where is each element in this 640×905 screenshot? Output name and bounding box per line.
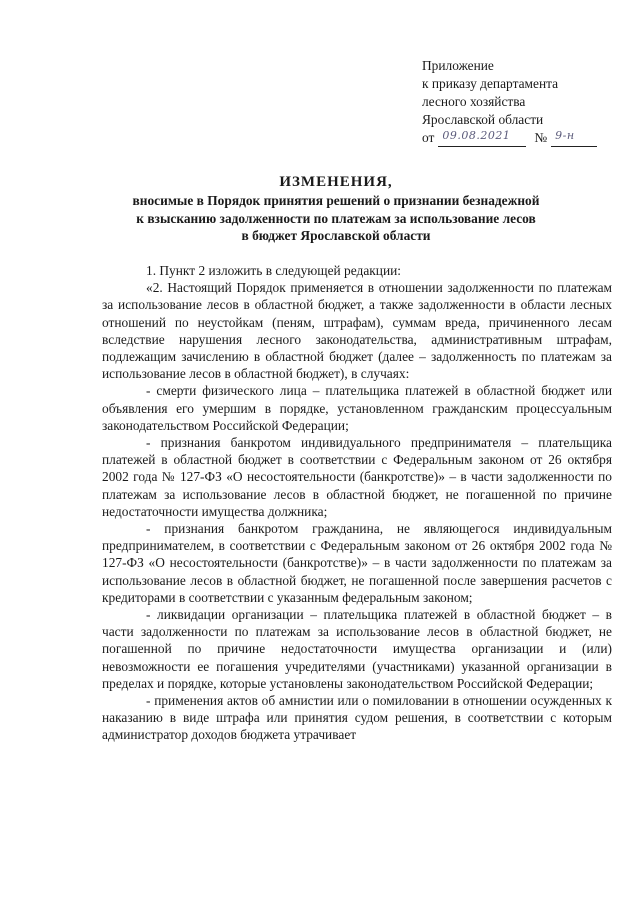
handwritten-date: 09.08.2021 (442, 129, 511, 142)
title-line-2: к взысканию задолженности по платежам за использование лесов (136, 210, 536, 226)
appendix-line-3: лесного хозяйства (422, 94, 526, 109)
from-label: от (422, 130, 435, 145)
number-field (551, 130, 597, 147)
list-item-entrepreneur-bankruptcy: - признания банкротом индивидуального предпринимателя – плательщика платежей в областной бюджет в соответствии с Федеральным законом от 26 октября 2002 года № 127-ФЗ «О несостоятельности (банкротстве)» – в части задолженности по платежам за использование лесов в областной бюджет, не погашенной по причине недостаточности имущества должника; (102, 435, 612, 519)
paragraph-1: 1. Пункт 2 изложить в следующей редакции: (146, 263, 402, 278)
paragraph-2: «2. Настоящий Порядок применяется в отношении задолженности по платежам за использование лесов в областной бюджет, а также задолженности в области лесных отношений по неустойкам (пеням, штрафам), суммам вреда, причиненного лесам вследствие нарушения лесного законодательства, административным штрафам, подлежащим зачислению в областной бюджет (далее – задолженность по платежам за использование лесов в областной бюджет), в случаях: (102, 280, 612, 382)
document-body (102, 262, 612, 744)
list-item-amnesty: - применения актов об амнистии или о помиловании в отношении осужденных к наказанию в виде штрафа или принятия судом решения, в соответствии с которым администратор доходов бюджета утрачивает (102, 693, 612, 743)
list-item-liquidation: - ликвидации организации – плательщика платежей в областной бюджет – в части задолженности по платежам за использование лесов в областной бюджет, не погашенной по причине недостаточности имущества организации и (или) невозможности ее погашения учредителями (участниками) указанной организации в пределах и порядке, которые установлены законодательством Российской Федерации; (102, 607, 612, 691)
title-line-3: в бюджет Ярославской области (241, 228, 431, 243)
document-title (86, 172, 586, 245)
date-field (438, 130, 526, 147)
appendix-line-2: к приказу департамента (422, 76, 559, 91)
title-heading: ИЗМЕНЕНИЯ, (279, 174, 393, 190)
list-item-death: - смерти физического лица – плательщика платежей в областной бюджет или объявления его умершим в порядке, установленном гражданским процессуальным законодательством Российской Федерации; (102, 383, 612, 433)
handwritten-number: 9-н (555, 129, 575, 142)
appendix-block (422, 57, 622, 147)
appendix-line-1: Приложение (422, 58, 494, 73)
appendix-date-number-row (422, 129, 622, 147)
appendix-line-4: Ярославской области (422, 112, 544, 127)
title-line-1: вносимые в Порядок принятия решений о признании безнадежной (132, 193, 540, 208)
list-item-citizen-bankruptcy: - признания банкротом гражданина, не являющегося индивидуальным предпринимателем, в соответствии с Федеральным законом от 26 октября 2002 года № 127-ФЗ «О несостоятельности (банкротстве)» – в части задолженности по платежам за использование лесов в областной бюджет, не погашенной после завершения расчетов с кредиторами в соответствии с указанным федеральным законом; (102, 521, 612, 605)
number-label: № (534, 130, 548, 145)
